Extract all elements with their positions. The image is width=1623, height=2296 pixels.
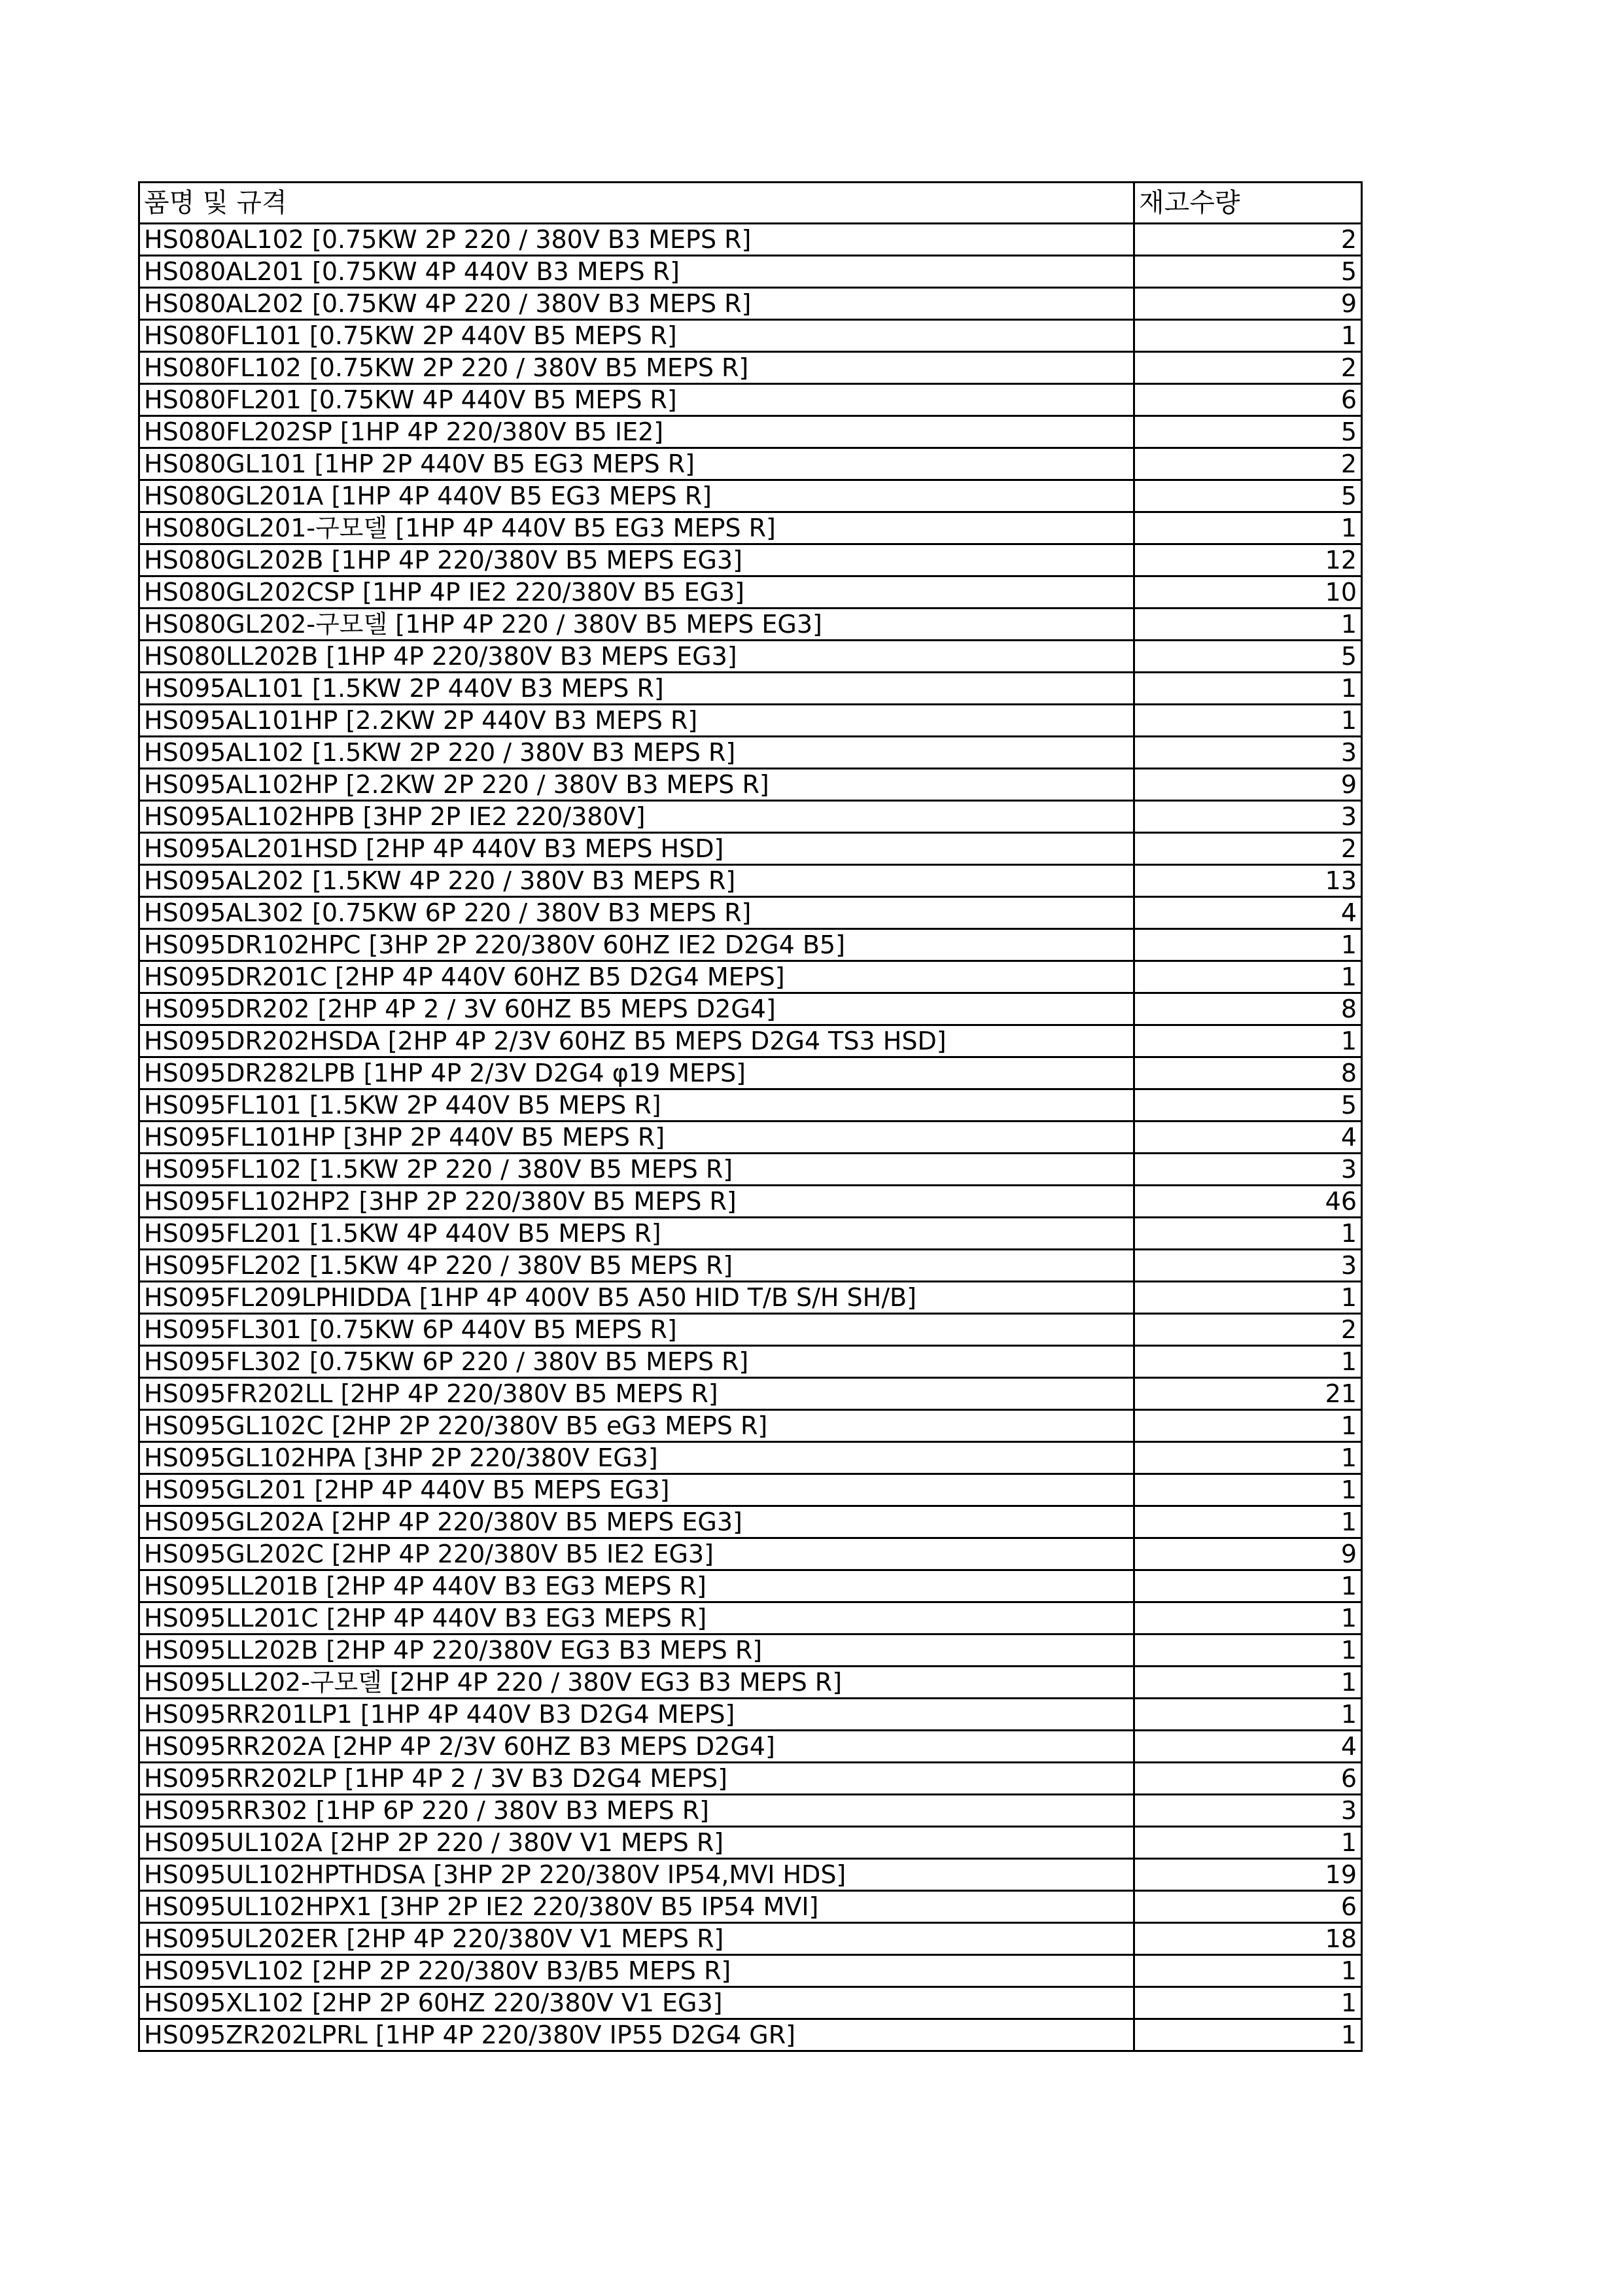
product-name-cell: HS095FL202 [1.5KW 4P 220 / 380V B5 MEPS R] bbox=[139, 1250, 1134, 1282]
table-row bbox=[139, 1346, 1362, 1378]
product-name-cell: HS080GL202B [1HP 4P 220/380V B5 MEPS EG3] bbox=[139, 544, 1134, 576]
table-row bbox=[139, 993, 1362, 1025]
table-row bbox=[139, 288, 1362, 320]
stock-qty-cell: 5 bbox=[1134, 641, 1362, 673]
table-row bbox=[139, 1699, 1362, 1731]
stock-qty-cell: 1 bbox=[1134, 1634, 1362, 1667]
stock-qty-cell: 1 bbox=[1134, 1025, 1362, 1057]
product-name-cell: HS080FL201 [0.75KW 4P 440V B5 MEPS R] bbox=[139, 384, 1134, 416]
table-row bbox=[139, 576, 1362, 609]
table-row bbox=[139, 1154, 1362, 1186]
table-row bbox=[139, 609, 1362, 641]
stock-qty-cell: 21 bbox=[1134, 1378, 1362, 1410]
table-row bbox=[139, 1923, 1362, 1955]
table-row bbox=[139, 1891, 1362, 1923]
table-row bbox=[139, 1602, 1362, 1634]
stock-qty-cell: 8 bbox=[1134, 1057, 1362, 1089]
stock-qty-cell: 1 bbox=[1134, 1282, 1362, 1314]
stock-qty-cell: 1 bbox=[1134, 1346, 1362, 1378]
product-name-cell: HS080GL201-구모델 [1HP 4P 440V B5 EG3 MEPS R] bbox=[139, 512, 1134, 544]
stock-qty-cell: 2 bbox=[1134, 448, 1362, 480]
stock-qty-cell: 1 bbox=[1134, 512, 1362, 544]
product-name-cell: HS095FR202LL [2HP 4P 220/380V B5 MEPS R] bbox=[139, 1378, 1134, 1410]
stock-qty-cell: 1 bbox=[1134, 2019, 1362, 2051]
product-name-cell: HS095DR202 [2HP 4P 2 / 3V 60HZ B5 MEPS D2G4] bbox=[139, 993, 1134, 1025]
stock-qty-cell: 1 bbox=[1134, 320, 1362, 352]
table-row bbox=[139, 1218, 1362, 1250]
table-row bbox=[139, 1057, 1362, 1089]
stock-qty-cell: 8 bbox=[1134, 993, 1362, 1025]
table-row bbox=[139, 320, 1362, 352]
table-row bbox=[139, 352, 1362, 384]
table-row bbox=[139, 224, 1362, 256]
stock-qty-cell: 2 bbox=[1134, 1314, 1362, 1346]
inventory-table bbox=[138, 181, 1363, 2052]
product-name-cell: HS095GL201 [2HP 4P 440V B5 MEPS EG3] bbox=[139, 1474, 1134, 1506]
stock-qty-cell: 5 bbox=[1134, 256, 1362, 288]
table-row bbox=[139, 1731, 1362, 1763]
product-name-cell: HS095LL202-구모델 [2HP 4P 220 / 380V EG3 B3 MEPS R] bbox=[139, 1667, 1134, 1699]
table-row bbox=[139, 544, 1362, 576]
stock-qty-cell: 6 bbox=[1134, 384, 1362, 416]
stock-qty-cell: 1 bbox=[1134, 1410, 1362, 1442]
table-row bbox=[139, 1795, 1362, 1827]
stock-qty-cell: 2 bbox=[1134, 833, 1362, 865]
table-row bbox=[139, 961, 1362, 993]
stock-qty-cell: 1 bbox=[1134, 1667, 1362, 1699]
table-row bbox=[139, 1987, 1362, 2019]
stock-qty-cell: 4 bbox=[1134, 897, 1362, 929]
stock-qty-cell: 4 bbox=[1134, 1122, 1362, 1154]
product-name-cell: HS095FL101 [1.5KW 2P 440V B5 MEPS R] bbox=[139, 1089, 1134, 1122]
product-name-cell: HS095UL102A [2HP 2P 220 / 380V V1 MEPS R] bbox=[139, 1827, 1134, 1859]
product-name-cell: HS095RR202A [2HP 4P 2/3V 60HZ B3 MEPS D2G4] bbox=[139, 1731, 1134, 1763]
table-row bbox=[139, 512, 1362, 544]
table-row bbox=[139, 384, 1362, 416]
product-name-cell: HS095AL201HSD [2HP 4P 440V B3 MEPS HSD] bbox=[139, 833, 1134, 865]
table-row bbox=[139, 1570, 1362, 1602]
table-row bbox=[139, 1250, 1362, 1282]
table-row bbox=[139, 2019, 1362, 2051]
table-row bbox=[139, 1634, 1362, 1667]
product-name-cell: HS095XL102 [2HP 2P 60HZ 220/380V V1 EG3] bbox=[139, 1987, 1134, 2019]
stock-qty-cell: 46 bbox=[1134, 1186, 1362, 1218]
table-row bbox=[139, 1186, 1362, 1218]
product-name-cell: HS080LL202B [1HP 4P 220/380V B3 MEPS EG3] bbox=[139, 641, 1134, 673]
product-name-cell: HS095AL101 [1.5KW 2P 440V B3 MEPS R] bbox=[139, 673, 1134, 705]
product-name-cell: HS080GL201A [1HP 4P 440V B5 EG3 MEPS R] bbox=[139, 480, 1134, 512]
table-row bbox=[139, 769, 1362, 801]
table-body bbox=[139, 224, 1362, 2051]
product-name-cell: HS095LL201B [2HP 4P 440V B3 EG3 MEPS R] bbox=[139, 1570, 1134, 1602]
table-row bbox=[139, 1410, 1362, 1442]
table-row bbox=[139, 1859, 1362, 1891]
stock-qty-cell: 9 bbox=[1134, 288, 1362, 320]
table-row bbox=[139, 1442, 1362, 1474]
product-name-cell: HS095UL102HPX1 [3HP 2P IE2 220/380V B5 IP54 MVI] bbox=[139, 1891, 1134, 1923]
product-name-cell: HS095AL302 [0.75KW 6P 220 / 380V B3 MEPS R] bbox=[139, 897, 1134, 929]
table-row bbox=[139, 1955, 1362, 1987]
stock-qty-cell: 1 bbox=[1134, 1699, 1362, 1731]
product-name-cell: HS095ZR202LPRL [1HP 4P 220/380V IP55 D2G4 GR] bbox=[139, 2019, 1134, 2051]
stock-qty-cell: 19 bbox=[1134, 1859, 1362, 1891]
stock-qty-cell: 2 bbox=[1134, 352, 1362, 384]
product-name-cell: HS095RR202LP [1HP 4P 2 / 3V B3 D2G4 MEPS] bbox=[139, 1763, 1134, 1795]
stock-qty-cell: 1 bbox=[1134, 609, 1362, 641]
header-row bbox=[139, 183, 1362, 224]
product-name-cell: HS095AL102HPB [3HP 2P IE2 220/380V] bbox=[139, 801, 1134, 833]
stock-qty-cell: 5 bbox=[1134, 416, 1362, 448]
product-name-cell: HS095FL201 [1.5KW 4P 440V B5 MEPS R] bbox=[139, 1218, 1134, 1250]
product-name-cell: HS095DR201C [2HP 4P 440V 60HZ B5 D2G4 MEPS] bbox=[139, 961, 1134, 993]
product-name-cell: HS095AL102HP [2.2KW 2P 220 / 380V B3 MEPS R] bbox=[139, 769, 1134, 801]
table-row bbox=[139, 1538, 1362, 1570]
product-name-cell: HS095LL202B [2HP 4P 220/380V EG3 B3 MEPS R] bbox=[139, 1634, 1134, 1667]
stock-qty-cell: 18 bbox=[1134, 1923, 1362, 1955]
header-product-name: 품명 및 규격 bbox=[139, 183, 1134, 224]
product-name-cell: HS080AL201 [0.75KW 4P 440V B3 MEPS R] bbox=[139, 256, 1134, 288]
table-row bbox=[139, 929, 1362, 961]
stock-qty-cell: 3 bbox=[1134, 1154, 1362, 1186]
stock-qty-cell: 4 bbox=[1134, 1731, 1362, 1763]
product-name-cell: HS095DR202HSDA [2HP 4P 2/3V 60HZ B5 MEPS D2G4 TS3 HSD] bbox=[139, 1025, 1134, 1057]
stock-qty-cell: 2 bbox=[1134, 224, 1362, 256]
stock-qty-cell: 1 bbox=[1134, 1602, 1362, 1634]
table-row bbox=[139, 1763, 1362, 1795]
stock-qty-cell: 1 bbox=[1134, 929, 1362, 961]
stock-qty-cell: 1 bbox=[1134, 1218, 1362, 1250]
table-row bbox=[139, 1827, 1362, 1859]
product-name-cell: HS095DR102HPC [3HP 2P 220/380V 60HZ IE2 D2G4 B5] bbox=[139, 929, 1134, 961]
stock-qty-cell: 1 bbox=[1134, 1955, 1362, 1987]
stock-qty-cell: 3 bbox=[1134, 737, 1362, 769]
product-name-cell: HS080GL202CSP [1HP 4P IE2 220/380V B5 EG3] bbox=[139, 576, 1134, 609]
product-name-cell: HS095GL102HPA [3HP 2P 220/380V EG3] bbox=[139, 1442, 1134, 1474]
stock-qty-cell: 6 bbox=[1134, 1891, 1362, 1923]
product-name-cell: HS080FL101 [0.75KW 2P 440V B5 MEPS R] bbox=[139, 320, 1134, 352]
table-row bbox=[139, 1506, 1362, 1538]
product-name-cell: HS095RR302 [1HP 6P 220 / 380V B3 MEPS R] bbox=[139, 1795, 1134, 1827]
stock-qty-cell: 5 bbox=[1134, 480, 1362, 512]
product-name-cell: HS095GL202C [2HP 4P 220/380V B5 IE2 EG3] bbox=[139, 1538, 1134, 1570]
product-name-cell: HS095LL201C [2HP 4P 440V B3 EG3 MEPS R] bbox=[139, 1602, 1134, 1634]
product-name-cell: HS095FL209LPHIDDA [1HP 4P 400V B5 A50 HID T/B S/H SH/B] bbox=[139, 1282, 1134, 1314]
product-name-cell: HS095UL202ER [2HP 4P 220/380V V1 MEPS R] bbox=[139, 1923, 1134, 1955]
product-name-cell: HS095FL102 [1.5KW 2P 220 / 380V B5 MEPS R] bbox=[139, 1154, 1134, 1186]
table-row bbox=[139, 1474, 1362, 1506]
stock-qty-cell: 1 bbox=[1134, 1570, 1362, 1602]
stock-qty-cell: 1 bbox=[1134, 705, 1362, 737]
product-name-cell: HS095DR282LPB [1HP 4P 2/3V D2G4 φ19 MEPS] bbox=[139, 1057, 1134, 1089]
product-name-cell: HS095FL302 [0.75KW 6P 220 / 380V B5 MEPS R] bbox=[139, 1346, 1134, 1378]
product-name-cell: HS095FL301 [0.75KW 6P 440V B5 MEPS R] bbox=[139, 1314, 1134, 1346]
table-row bbox=[139, 1089, 1362, 1122]
stock-qty-cell: 13 bbox=[1134, 865, 1362, 897]
product-name-cell: HS095AL101HP [2.2KW 2P 440V B3 MEPS R] bbox=[139, 705, 1134, 737]
product-name-cell: HS095VL102 [2HP 2P 220/380V B3/B5 MEPS R] bbox=[139, 1955, 1134, 1987]
stock-qty-cell: 12 bbox=[1134, 544, 1362, 576]
stock-qty-cell: 1 bbox=[1134, 1474, 1362, 1506]
product-name-cell: HS080FL102 [0.75KW 2P 220 / 380V B5 MEPS R] bbox=[139, 352, 1134, 384]
table-row bbox=[139, 1282, 1362, 1314]
product-name-cell: HS080FL202SP [1HP 4P 220/380V B5 IE2] bbox=[139, 416, 1134, 448]
header-stock-qty: 재고수량 bbox=[1134, 183, 1362, 224]
product-name-cell: HS095FL102HP2 [3HP 2P 220/380V B5 MEPS R] bbox=[139, 1186, 1134, 1218]
table-row bbox=[139, 448, 1362, 480]
stock-qty-cell: 5 bbox=[1134, 1089, 1362, 1122]
stock-qty-cell: 1 bbox=[1134, 1827, 1362, 1859]
product-name-cell: HS080AL102 [0.75KW 2P 220 / 380V B3 MEPS R] bbox=[139, 224, 1134, 256]
table-row bbox=[139, 256, 1362, 288]
product-name-cell: HS095FL101HP [3HP 2P 440V B5 MEPS R] bbox=[139, 1122, 1134, 1154]
product-name-cell: HS095UL102HPTHDSA [3HP 2P 220/380V IP54,MVI HDS] bbox=[139, 1859, 1134, 1891]
table-row bbox=[139, 416, 1362, 448]
stock-qty-cell: 1 bbox=[1134, 1987, 1362, 2019]
table-header bbox=[139, 183, 1362, 224]
stock-qty-cell: 1 bbox=[1134, 1506, 1362, 1538]
product-name-cell: HS095GL102C [2HP 2P 220/380V B5 eG3 MEPS R] bbox=[139, 1410, 1134, 1442]
stock-qty-cell: 6 bbox=[1134, 1763, 1362, 1795]
table-row bbox=[139, 801, 1362, 833]
stock-qty-cell: 9 bbox=[1134, 1538, 1362, 1570]
table-row bbox=[139, 833, 1362, 865]
product-name-cell: HS080GL101 [1HP 2P 440V B5 EG3 MEPS R] bbox=[139, 448, 1134, 480]
stock-qty-cell: 3 bbox=[1134, 1250, 1362, 1282]
product-name-cell: HS095RR201LP1 [1HP 4P 440V B3 D2G4 MEPS] bbox=[139, 1699, 1134, 1731]
product-name-cell: HS095AL102 [1.5KW 2P 220 / 380V B3 MEPS R] bbox=[139, 737, 1134, 769]
table-row bbox=[139, 480, 1362, 512]
stock-qty-cell: 1 bbox=[1134, 673, 1362, 705]
product-name-cell: HS095GL202A [2HP 4P 220/380V B5 MEPS EG3] bbox=[139, 1506, 1134, 1538]
table-row bbox=[139, 897, 1362, 929]
table-row bbox=[139, 673, 1362, 705]
stock-qty-cell: 1 bbox=[1134, 1442, 1362, 1474]
table-row bbox=[139, 1122, 1362, 1154]
table-row bbox=[139, 641, 1362, 673]
product-name-cell: HS095AL202 [1.5KW 4P 220 / 380V B3 MEPS R] bbox=[139, 865, 1134, 897]
stock-qty-cell: 3 bbox=[1134, 801, 1362, 833]
stock-qty-cell: 10 bbox=[1134, 576, 1362, 609]
table-row bbox=[139, 705, 1362, 737]
table-row bbox=[139, 1314, 1362, 1346]
table-row bbox=[139, 865, 1362, 897]
product-name-cell: HS080GL202-구모델 [1HP 4P 220 / 380V B5 MEPS EG3] bbox=[139, 609, 1134, 641]
table-row bbox=[139, 737, 1362, 769]
stock-qty-cell: 9 bbox=[1134, 769, 1362, 801]
table-row bbox=[139, 1025, 1362, 1057]
stock-qty-cell: 1 bbox=[1134, 961, 1362, 993]
stock-qty-cell: 3 bbox=[1134, 1795, 1362, 1827]
table-row bbox=[139, 1667, 1362, 1699]
table-row bbox=[139, 1378, 1362, 1410]
product-name-cell: HS080AL202 [0.75KW 4P 220 / 380V B3 MEPS R] bbox=[139, 288, 1134, 320]
